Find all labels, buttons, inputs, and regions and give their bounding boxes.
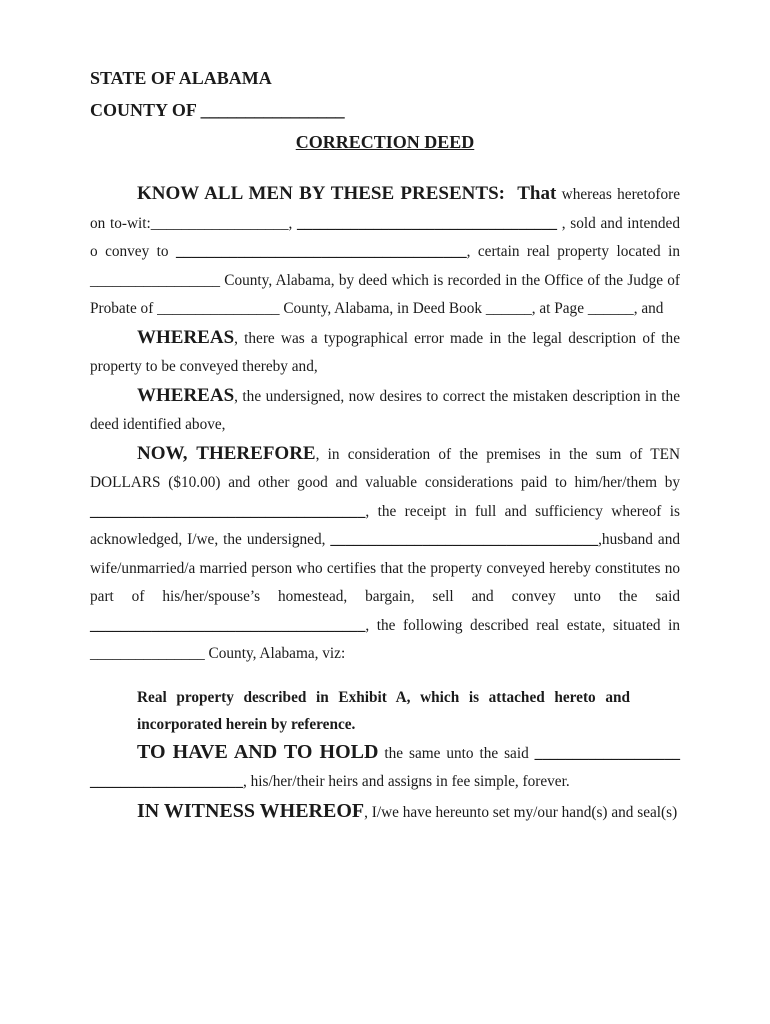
document-title-text: CORRECTION DEED (295, 132, 475, 152)
document-title (90, 126, 680, 158)
exhibit-a-text: Real property described in Exhibit A, which is attached hereto and incorporated herein by reference. (137, 688, 630, 733)
document-body (90, 180, 680, 827)
in-witness-lead: IN WITNESS WHEREOF (137, 799, 365, 822)
state-heading (90, 62, 680, 94)
blank-deed-book: ______ (485, 300, 532, 317)
now-therefore-lead: NOW, THEREFORE (137, 442, 316, 464)
blank-county-probate: ________________ (157, 300, 280, 317)
body-text: , at Page (531, 300, 588, 317)
body-text: , I/we have hereunto set my/our hand(s) and seal(s) (364, 803, 678, 821)
county-heading (90, 94, 680, 126)
body-text: , his/her/their heirs and assigns in fee simple, forever. (242, 773, 570, 790)
whereas-lead: WHEREAS (137, 326, 235, 348)
body-text: , certain real property located in (466, 243, 680, 260)
body-text: County, Alabama, in Deed Book (279, 300, 486, 317)
blank-paid-by-name: ____________________________________ (90, 502, 366, 520)
body-text: whereas heretofore on to-wit: (90, 186, 680, 232)
body-text: , there was a typographical error made in the legal description of the property to be conveyed thereby and, (90, 329, 680, 375)
paragraph-now-therefore (90, 440, 680, 669)
blank-county-located: _________________ (90, 271, 221, 289)
blank-page-number: ______ (587, 300, 634, 317)
know-all-men-lead: KNOW ALL MEN BY THESE PRESENTS: That (137, 183, 557, 204)
blank-undersigned-name: ___________________________________ (330, 531, 599, 548)
blank-convey-grantee-name: ____________________________________ (90, 616, 366, 634)
body-text: , and (633, 300, 664, 317)
blank-grantee-name: ______________________________________ (176, 243, 467, 260)
paragraph-to-have-and-hold (90, 738, 680, 797)
county-heading-text: COUNTY OF (90, 100, 201, 120)
body-text: , (288, 214, 298, 232)
body-text: , sold and intended o convey to (90, 214, 680, 260)
body-text: County, Alabama, by deed which is recorded in the Office of the Judge of Probate of (90, 271, 680, 317)
body-text: ,husband and wife/unmarried/a married person who certifies that the property conveyed hereby constitutes no part of his/her/spouse’s homestead, bargain, sell and convey unto the said (90, 531, 680, 605)
blank-county-header: ________________ (200, 100, 345, 120)
blank-hold-grantee-1: ___________________ (534, 744, 680, 762)
body-text: , the receipt in full and sufficiency whereof is acknowledged, I/we, the undersigned, (90, 502, 680, 548)
blank-hold-grantee-2: ____________________ (90, 773, 243, 790)
state-heading-text: STATE OF ALABAMA (90, 68, 272, 88)
paragraph-know-all-men (90, 180, 680, 324)
paragraph-whereas-correct (90, 382, 680, 440)
body-text: the same unto the said (378, 744, 535, 762)
to-have-hold-lead: TO HAVE AND TO HOLD (137, 740, 379, 763)
blank-grantor-name: __________________________________ (297, 214, 558, 232)
whereas-lead: WHEREAS (137, 384, 235, 406)
body-text: , the following described real estate, situated in (365, 616, 680, 634)
body-text: County, Alabama, viz: (204, 645, 346, 662)
blank-county-situated: _______________ (90, 645, 205, 662)
body-text: , the undersigned, now desires to correct the mistaken description in the deed identified above, (90, 387, 680, 433)
document-header (90, 62, 680, 158)
body-text: , in consideration of the premises in the sum of TEN DOLLARS ($10.00) and other good and valuable considerations paid to him/her/them by (90, 445, 680, 491)
exhibit-a-clause (137, 684, 630, 738)
blank-towit-date: __________________ (150, 214, 289, 232)
paragraph-whereas-error (90, 324, 680, 382)
paragraph-in-witness (90, 797, 680, 828)
